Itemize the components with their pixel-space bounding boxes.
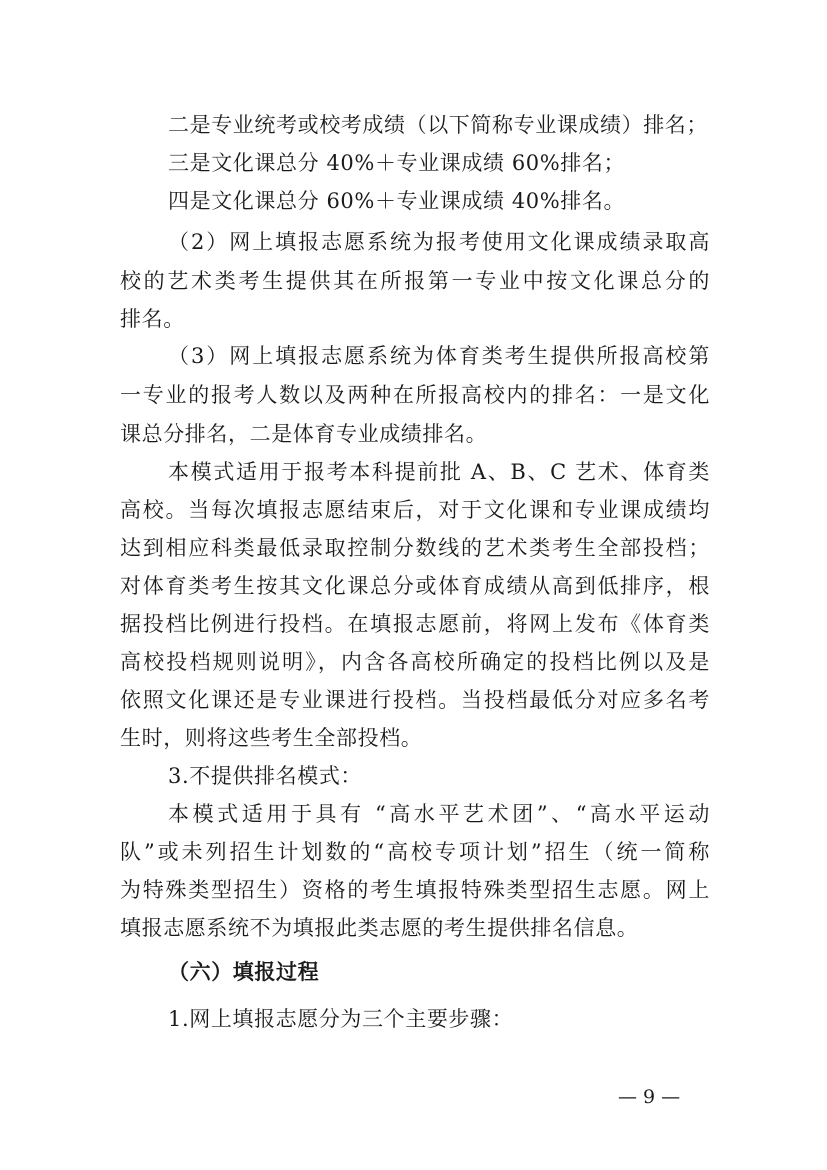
page-number: — 9 — (618, 1086, 681, 1108)
text-line: 3.不提供排名模式： (168, 764, 363, 788)
text-line: 校的艺术类考生提供其在所报第一专业中按文化课总分的 (120, 269, 710, 293)
section-heading: （六）填报过程 (168, 959, 320, 984)
text-line: 为特殊类型招生）资格的考生填报特殊类型招生志愿。网上 (120, 878, 710, 902)
text-line: 一专业的报考人数以及两种在所报高校内的排名：一是文化 (120, 383, 710, 407)
text-line: 二是专业统考或校考成绩（以下简称专业课成绩）排名； (168, 113, 708, 137)
text-line: 据投档比例进行投档。在填报志愿前，将网上发布《体育类 (120, 612, 710, 636)
text-line: 高校投档规则说明》，内含各高校所确定的投档比例以及是 (120, 650, 710, 674)
text-line: （3）网上填报志愿系统为体育类考生提供所报高校第 (168, 344, 710, 368)
text-line: 高校。当每次填报志愿结束后，对于文化课和专业课成绩均 (120, 498, 710, 522)
text-line: 三是文化课总分 40%＋专业课成绩 60%排名； (168, 151, 626, 175)
text-line: 达到相应科类最低录取控制分数线的艺术类考生全部投档； (120, 536, 710, 560)
text-line: 1.网上填报志愿分为三个主要步骤： (168, 1007, 514, 1031)
text-line: 队”或未列招生计划数的“高校专项计划”招生（统一简称 (120, 840, 710, 864)
text-line: 生时，则将这些考生全部投档。 (120, 726, 423, 750)
text-line: 对体育类考生按其文化课总分或体育成绩从高到低排序，根 (120, 574, 710, 598)
text-line: （2）网上填报志愿系统为报考使用文化课成绩录取高 (168, 230, 710, 254)
text-line: 本模式适用于具有 “高水平艺术团”、“高水平运动 (168, 802, 710, 826)
text-line: 课总分排名，二是体育专业成绩排名。 (120, 422, 488, 446)
text-line: 填报志愿系统不为填报此类志愿的考生提供排名信息。 (120, 916, 639, 940)
text-line: 排名。 (120, 307, 185, 331)
text-line: 依照文化课还是专业课进行投档。当投档最低分对应多名考 (120, 688, 710, 712)
text-line: 本模式适用于报考本科提前批 A、B、C 艺术、体育类 (168, 460, 710, 484)
text-line: 四是文化课总分 60%＋专业课成绩 40%排名。 (168, 189, 626, 213)
